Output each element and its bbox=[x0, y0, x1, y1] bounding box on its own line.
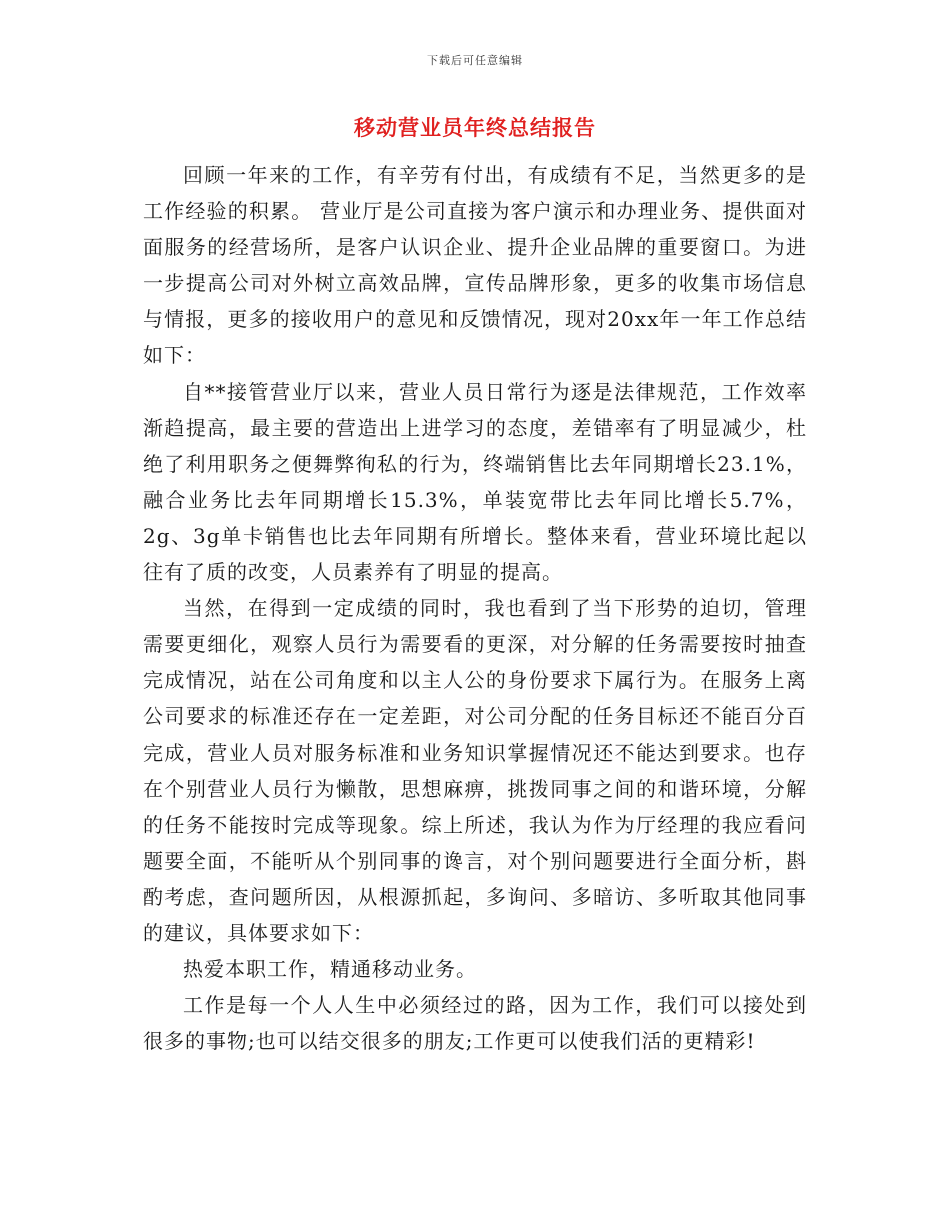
document-body bbox=[143, 157, 807, 1059]
document-title: 移动营业员年终总结报告 bbox=[354, 116, 596, 140]
paragraph: 热爱本职工作，精通移动业务。 bbox=[183, 957, 477, 982]
paragraph: 回顾一年来的工作，有辛劳有付出，有成绩有不足，当然更多的是工作经验的积累。 营业厅是公司直接为客户演示和办理业务、提供面对面服务的经营场所，是客户认识企业、提升企业品牌的重要窗口。为进一步提高公司对外树立高效品牌，宣传品牌形象，更多的收集市场信息与情报，更多的接收用户的意见和反馈情况，现对20xx年一年工作总结如下： bbox=[143, 163, 807, 368]
header-note: 下载后可任意编辑 bbox=[427, 54, 523, 67]
paragraph: 工作是每一个人人生中必须经过的路，因为工作，我们可以接处到很多的事物;也可以结交很多的朋友;工作更可以使我们活的更精彩! bbox=[143, 993, 807, 1054]
paragraph: 自**接管营业厅以来，营业人员日常行为逐是法律规范，工作效率渐趋提高，最主要的营造出上进学习的态度，差错率有了明显减少，杜绝了利用职务之便舞弊徇私的行为，终端销售比去年同期增长23.1%，融合业务比去年同期增长15.3%，单装宽带比去年同比增长5.7%，2g、3g单卡销售也比去年同期有所增长。整体来看，营业环境比起以往有了质的改变，人员素养有了明显的提高。 bbox=[143, 379, 807, 585]
paragraph: 当然，在得到一定成绩的同时，我也看到了当下形势的迫切，管理需要更细化，观察人员行为需要看的更深，对分解的任务需要按时抽查完成情况，站在公司角度和以主人公的身份要求下属行为。在服务上离公司要求的标准还存在一定差距，对公司分配的任务目标还不能百分百完成，营业人员对服务标准和业务知识掌握情况还不能达到要求。也存在个别营业人员行为懒散，思想麻痹，挑拨同事之间的和谐环境，分解的任务不能按时完成等现象。综上所述，我认为作为厅经理的我应看问题要全面，不能听从个别同事的谗言，对个别问题要进行全面分析，斟酌考虑，查问题所因，从根源抓起，多询问、多暗访、多听取其他同事的建议，具体要求如下： bbox=[143, 596, 807, 945]
